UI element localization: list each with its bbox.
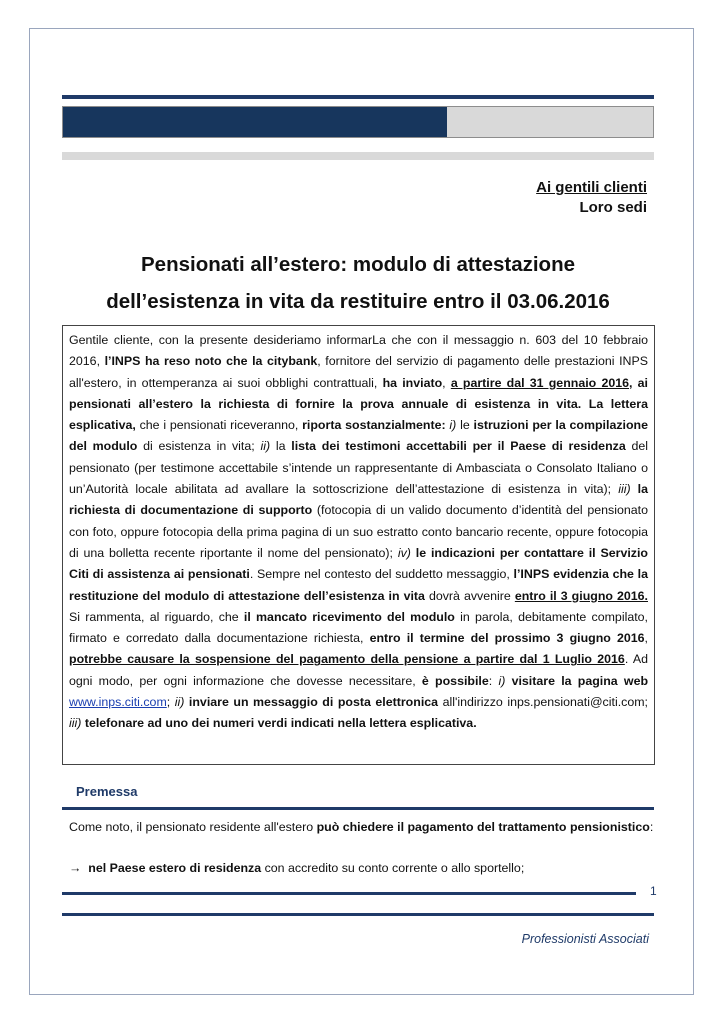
summary-text: del pensionato (per testimone accettabile s’intende un rappresentante di Ambasciata o Consolato Italiano o un’Autorità locale abilitata ad avallare la sottoscrizione dell’attestazione di esistenza in vita); xyxy=(69,439,649,497)
header-grey-rule xyxy=(62,152,654,160)
summary-italic: iii) xyxy=(69,716,82,731)
header-top-rule xyxy=(62,95,654,99)
summary-bold-underline: a partire dal 31 gennaio 2016 xyxy=(450,375,630,390)
summary-text: in parola, debitamente compilato, firmato e corredato dalla documentazione richiesta, xyxy=(69,609,648,646)
summary-italic: i) xyxy=(498,673,506,688)
footer-firm-name: Professionisti Associati xyxy=(521,932,649,946)
summary-bold: entro il termine del prossimo 3 giugno 2016 xyxy=(369,631,645,646)
document-title-line1: Pensionati all’estero: modulo di attestazione xyxy=(141,253,575,276)
summary-bold: lista dei testimoni accettabili per il Paese di residenza xyxy=(291,439,626,454)
summary-text: Gentile cliente, con la presente desideriamo informarLa che con il messaggio n. 603 del 10 febbraio 2016, xyxy=(69,333,648,369)
page-number: 1 xyxy=(650,884,657,898)
summary-box xyxy=(62,325,655,765)
summary-bold: istruzioni per la compilazione del modulo xyxy=(69,418,648,454)
bullet-item xyxy=(69,858,524,878)
body-paragraph xyxy=(69,817,657,838)
summary-bold-underline: potrebbe causare la sospensione del pagamento della pensione a partire dal 1 Luglio 2016 xyxy=(69,652,625,667)
header-banner-fill xyxy=(63,107,447,137)
summary-text: Si rammenta, al riguardo, che xyxy=(69,609,244,624)
summary-bold: l’INPS evidenzia che la restituzione del modulo di attestazione dell’esistenza in vita xyxy=(69,567,648,603)
summary-bold-underline: entro il 3 giugno 2016. xyxy=(514,588,648,603)
summary-bold: visitare la pagina web xyxy=(505,673,649,688)
footer-rule xyxy=(62,913,654,916)
summary-bold: le indicazioni per contattare il Servizio Citi di assistenza ai pensionati xyxy=(69,545,648,582)
arrow-icon: → xyxy=(69,861,82,875)
bullet-text: con accredito su conto corrente o allo sportello; xyxy=(261,861,525,875)
summary-italic: iv) xyxy=(397,545,411,560)
footer-rule-short xyxy=(62,892,636,895)
document-title-line2: dell’esistenza in vita da restituire entro il 03.06.2016 xyxy=(106,290,610,313)
summary-bold: la richiesta di documentazione di supporto xyxy=(69,482,648,518)
summary-bold: riporta sostanzialmente: xyxy=(302,418,446,433)
summary-italic: ii) xyxy=(260,439,271,454)
summary-text: ; xyxy=(166,695,175,710)
summary-text: di esistenza in vita; xyxy=(137,439,261,454)
summary-text: (fotocopia di un valido documento d’identità del pensionato con foto, oppure fotocopia della prima pagina di un suo estratto conto bancario recente, oppure fotocopia di una bolletta recente riportante il nome del pensionato); xyxy=(69,503,649,560)
summary-text: . Sempre nel contesto del suddetto messaggio, xyxy=(249,567,514,582)
section-heading-premessa: Premessa xyxy=(76,784,138,799)
citi-website-link[interactable]: www.inps.citi.com xyxy=(69,695,167,710)
summary-text: : xyxy=(488,673,499,688)
summary-text: la xyxy=(270,439,292,454)
summary-bold: ha inviato xyxy=(382,375,443,390)
summary-italic: ii) xyxy=(174,695,185,710)
summary-text: , xyxy=(442,375,451,390)
summary-bold: inviare un messaggio di posta elettronica xyxy=(184,695,439,710)
summary-bold: l’INPS ha reso noto che la citybank xyxy=(104,354,318,369)
header-banner xyxy=(62,106,654,138)
addressee-line1: Ai gentili clienti xyxy=(536,179,647,196)
summary-text: , xyxy=(644,631,648,646)
summary-bold: il mancato ricevimento del modulo xyxy=(243,609,455,624)
summary-bold: è possibile xyxy=(421,673,489,688)
summary-italic: i) xyxy=(445,418,457,433)
addressee-line2: Loro sedi xyxy=(579,199,647,216)
addressee xyxy=(536,178,647,218)
summary-bold: , ai pensionati all’estero la richiesta di fornire la prova annuale di esistenza in vita. La lettera esplicativa, xyxy=(69,375,648,433)
summary-text: all'indirizzo inps.pensionati@citi.com; xyxy=(438,695,648,710)
summary-text: . Ad ogni modo, per ogni informazione che dovesse necessitare, xyxy=(69,652,648,688)
summary-text: le xyxy=(456,418,474,433)
body-text: : xyxy=(649,820,654,834)
body-bold: può chiedere il pagamento del trattamento pensionistico xyxy=(316,820,650,834)
summary-text: , fornitore del servizio di pagamento delle prestazioni INPS all'estero, in ottemperanza ai suoi obblighi contrattuali, xyxy=(69,354,648,390)
section-rule xyxy=(62,807,654,810)
summary-text: che i pensionati riceveranno, xyxy=(135,418,303,433)
summary-bold: telefonare ad uno dei numeri verdi indicati nella lettera esplicativa. xyxy=(81,716,477,731)
summary-italic: iii) xyxy=(618,482,631,497)
body-text: Come noto, il pensionato residente all'estero xyxy=(69,820,317,834)
bullet-bold: nel Paese estero di residenza xyxy=(88,861,262,875)
summary-text: dovrà avvenire xyxy=(424,588,515,603)
